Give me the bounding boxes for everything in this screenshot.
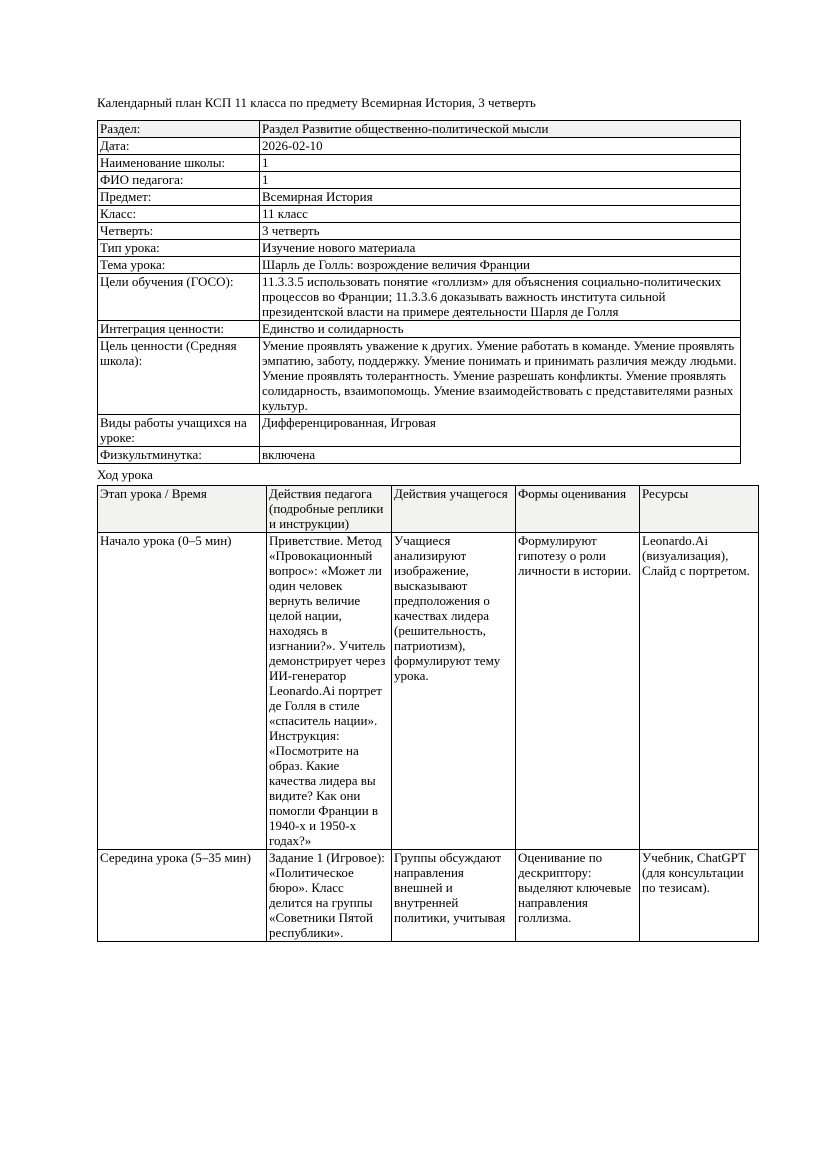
field-value: Умение проявлять уважение к других. Умение работать в команде. Умение проявлять эмпатию, заботу, поддержку. Умение понимать и принимать различия между людьми. Умение проявлять толерантность. Умение разрешать конфликты. Умение проявлять солидарность, взаимопомощь. Умение взаимодействовать с представителями разных культур. xyxy=(260,338,741,415)
page-title: Календарный план КСП 11 класса по предмету Всемирная История, 3 четверть xyxy=(97,95,536,110)
column-header-stage: Этап урока / Время xyxy=(98,486,267,533)
table-row xyxy=(98,155,741,172)
field-label: Цель ценности (Средняя школа): xyxy=(98,338,260,415)
field-value: Раздел Развитие общественно-политической мысли xyxy=(260,121,741,138)
field-value: Шарль де Голль: возрождение величия Франции xyxy=(260,257,741,274)
field-value: Единство и солидарность xyxy=(260,321,741,338)
resources-cell: Учебник, ChatGPT (для консультации по тезисам). xyxy=(640,850,759,942)
table-row xyxy=(98,223,741,240)
table-row xyxy=(98,321,741,338)
field-label: Дата: xyxy=(98,138,260,155)
table-row xyxy=(98,850,759,942)
table-row xyxy=(98,257,741,274)
field-label: Раздел: xyxy=(98,121,260,138)
field-value: 1 xyxy=(260,172,741,189)
column-header-resources: Ресурсы xyxy=(640,486,759,533)
lesson-flow-table xyxy=(97,485,759,942)
field-label: Физкультминутка: xyxy=(98,447,260,464)
table-row xyxy=(98,121,741,138)
teacher-actions-cell: Приветствие. Метод «Провокационный вопрос»: «Может ли один человек вернуть величие целой нации, находясь в изгнании?». Учитель демонстрирует через ИИ-генератор Leonardo.Ai портрет де Голля в стиле «спаситель нации». Инструкция: «Посмотрите на образ. Какие качества лидера вы видите? Как они помогли Франции в 1940-х и 1950-х годах?» xyxy=(267,533,392,850)
field-label: Тип урока: xyxy=(98,240,260,257)
table-row xyxy=(98,274,741,321)
field-label: Предмет: xyxy=(98,189,260,206)
field-label: Четверть: xyxy=(98,223,260,240)
lesson-stage-cell: Начало урока (0–5 мин) xyxy=(98,533,267,850)
field-value: Изучение нового материала xyxy=(260,240,741,257)
column-header-teacher-actions: Действия педагога (подробные реплики и инструкции) xyxy=(267,486,392,533)
column-header-assessment: Формы оценивания xyxy=(516,486,640,533)
resources-cell: Leonardo.Ai (визуализация), Слайд с портретом. xyxy=(640,533,759,850)
column-header-student-actions: Действия учащегося xyxy=(392,486,516,533)
field-value: 11 класс xyxy=(260,206,741,223)
field-value: 3 четверть xyxy=(260,223,741,240)
field-value: 1 xyxy=(260,155,741,172)
lesson-info-table xyxy=(97,120,741,464)
field-label: Цели обучения (ГОСО): xyxy=(98,274,260,321)
teacher-actions-cell: Задание 1 (Игровое): «Политическое бюро». Класс делится на группы «Советники Пятой республики». xyxy=(267,850,392,942)
student-actions-cell: Группы обсуждают направления внешней и внутренней политики, учитывая xyxy=(392,850,516,942)
lesson-table-header-row xyxy=(98,486,759,533)
lesson-stage-cell: Середина урока (5–35 мин) xyxy=(98,850,267,942)
field-value: Всемирная История xyxy=(260,189,741,206)
table-row xyxy=(98,189,741,206)
table-row xyxy=(98,240,741,257)
table-row xyxy=(98,206,741,223)
field-label: ФИО педагога: xyxy=(98,172,260,189)
field-value: Дифференцированная, Игровая xyxy=(260,415,741,447)
field-label: Наименование школы: xyxy=(98,155,260,172)
assessment-cell: Оценивание по дескриптору: выделяют ключевые направления голлизма. xyxy=(516,850,640,942)
field-value: 11.3.3.5 использовать понятие «голлизм» для объяснения социально-политических процессов во Франции; 11.3.3.6 доказывать важность института сильной президентской власти на примере деятельности Шарля де Голля xyxy=(260,274,741,321)
student-actions-cell: Учащиеся анализируют изображение, высказывают предположения о качествах лидера (решительность, патриотизм), формулируют тему урока. xyxy=(392,533,516,850)
field-label: Интеграция ценности: xyxy=(98,321,260,338)
table-row xyxy=(98,338,741,415)
page-content xyxy=(97,95,750,942)
table-row xyxy=(98,447,741,464)
course-flow-heading: Ход урока xyxy=(97,467,153,482)
field-value: 2026-02-10 xyxy=(260,138,741,155)
table-row xyxy=(98,533,759,850)
field-label: Тема урока: xyxy=(98,257,260,274)
assessment-cell: Формулируют гипотезу о роли личности в истории. xyxy=(516,533,640,850)
table-row xyxy=(98,172,741,189)
field-value: включена xyxy=(260,447,741,464)
field-label: Виды работы учащихся на уроке: xyxy=(98,415,260,447)
table-row xyxy=(98,138,741,155)
table-row xyxy=(98,415,741,447)
field-label: Класс: xyxy=(98,206,260,223)
